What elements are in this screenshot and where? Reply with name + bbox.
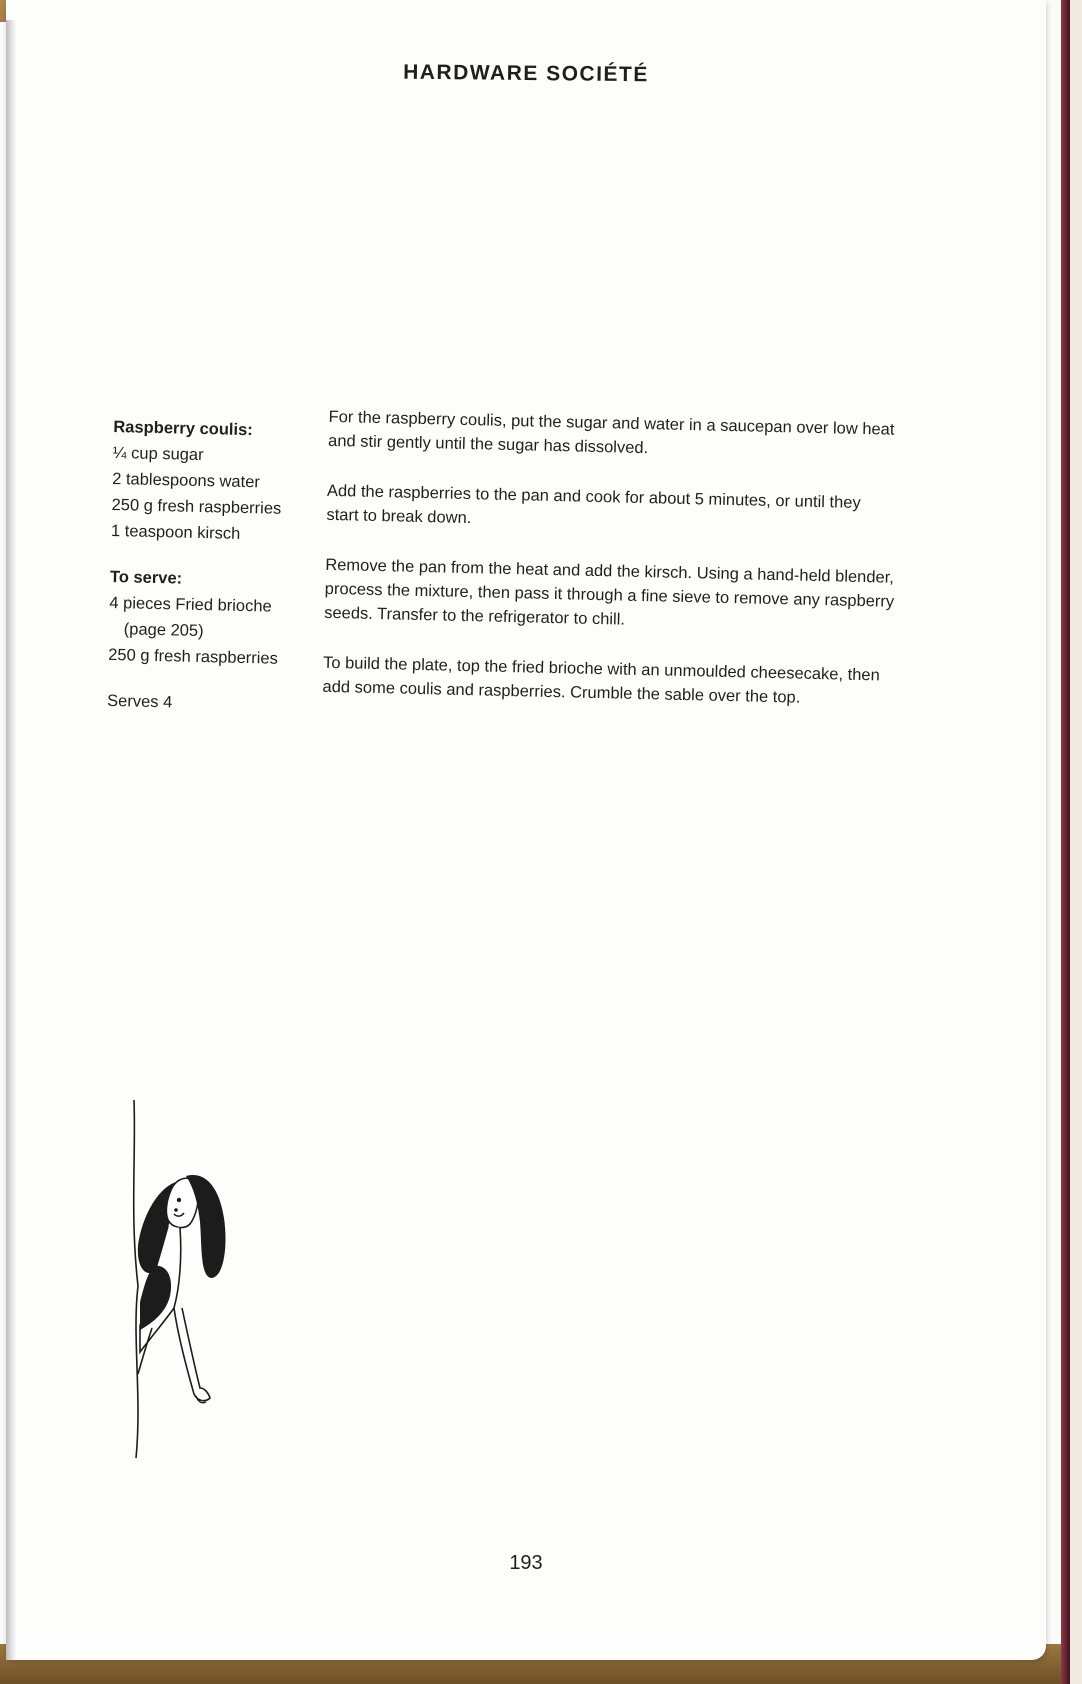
serve-item-page-ref: (page 205)	[123, 620, 204, 641]
ingredients-list	[107, 414, 314, 718]
page-number: 193	[509, 1552, 543, 1574]
recipe-content	[106, 400, 904, 778]
method-step: Remove the pan from the heat and add the kirsch. Using a hand-held blender, process the mixture, then pass it through a fine sieve to remove any raspberry seeds. Transfer to the refrigerator to chill.	[324, 555, 895, 629]
ingredient-item: 2 tablespoons water	[112, 469, 261, 492]
method-step: Add the raspberries to the pan and cook for about 5 minutes, or until they start to break down.	[326, 481, 861, 528]
dog-peeking-illustration	[124, 1096, 234, 1466]
serve-item: 4 pieces Fried brioche	[109, 593, 272, 616]
page-spine-shadow	[6, 20, 16, 1660]
serves-count: Serves 4	[106, 691, 173, 712]
ingredient-item: 1 teaspoon kirsch	[110, 521, 241, 543]
method-text	[322, 405, 899, 738]
running-header: HARDWARE SOCIÉTÉ	[403, 60, 649, 87]
ingredient-item: ¼ cup sugar	[112, 443, 204, 465]
method-step: For the raspberry coulis, put the sugar and water in a saucepan over low heat and stir gently until the sugar has dissolved.	[327, 407, 895, 458]
serve-item: 250 g fresh raspberries	[108, 645, 279, 668]
serve-heading: To serve:	[109, 567, 183, 588]
method-step: To build the plate, top the fried brioche with an unmoulded cheesecake, then add some coulis and raspberries. Crumble the sable over the top.	[322, 653, 880, 707]
book-cover-edge	[1061, 0, 1070, 1684]
page-sheet	[6, 0, 1046, 1660]
background-edge	[1070, 0, 1082, 1684]
ingredient-item: 250 g fresh raspberries	[111, 495, 282, 518]
coulis-heading: Raspberry coulis:	[113, 417, 253, 440]
